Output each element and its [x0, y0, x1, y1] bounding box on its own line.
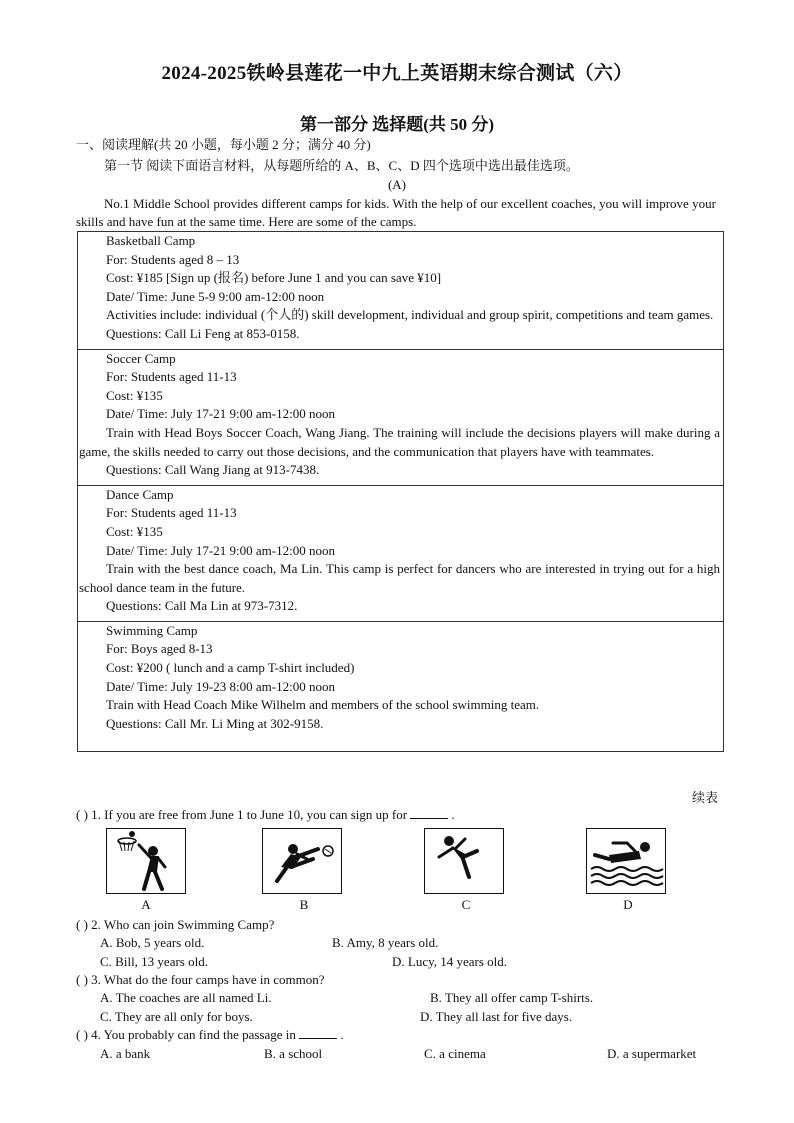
option-d: D. a supermarket — [607, 1046, 697, 1061]
answer-blank — [410, 807, 448, 819]
camp-date: Date/ Time: June 5-9 9:00 am-12:00 noon — [106, 288, 325, 304]
continued-label: 续表 — [691, 790, 718, 805]
camp-questions: Questions: Call Wang Jiang at 913-7438. — [106, 462, 320, 478]
camp-description: Train with the best dance coach, Ma Lin. This camp is perfect for dancers who are interested in trying out for a high school dance team in the future. — [79, 561, 720, 595]
camp-date: Date/ Time: July 19-23 8:00 am-12:00 noon — [106, 678, 335, 694]
camp-cost: Cost: ¥135 — [106, 387, 163, 403]
option-b: B. a school — [264, 1046, 323, 1061]
answer-blank — [299, 1027, 337, 1039]
camp-for: For: Students aged 11-13 — [106, 369, 237, 385]
passage-label: (A) — [387, 177, 407, 192]
swimmer-icon — [586, 828, 666, 894]
soccer-kick-icon — [262, 828, 342, 894]
option-a: A. Bob, 5 years old. — [100, 935, 205, 950]
camp-questions: Questions: Call Mr. Li Ming at 302-9158. — [106, 715, 324, 731]
option-a: A. The coaches are all named Li. — [100, 990, 272, 1005]
question-2: ( ) 2. Who can join Swimming Camp? — [76, 917, 275, 932]
option-d: D. They all last for five days. — [420, 1009, 573, 1024]
camp-name: Basketball Camp — [106, 233, 196, 248]
part-title: 第一部分 选择题(共 50 分) — [299, 115, 495, 134]
question-tail: . — [451, 807, 455, 822]
camp-date: Date/ Time: July 17-21 9:00 am-12:00 noon — [106, 406, 335, 422]
picture-label-d: D — [623, 897, 633, 912]
camp-for: For: Boys aged 8-13 — [106, 641, 213, 657]
camp-for: For: Students aged 11-13 — [106, 505, 237, 521]
section-instruction: 第一节 阅读下面语言材料，从每题所给的 A、B、C、D 四个选项中选出最佳选项。 — [104, 158, 579, 173]
question-stem: ( ) 4. You probably can find the passage in — [76, 1027, 296, 1042]
option-c: C. a cinema — [424, 1046, 486, 1061]
option-c: C. They are all only for boys. — [100, 1009, 253, 1024]
question-tail: . — [340, 1027, 344, 1042]
camp-swimming — [78, 621, 723, 752]
camp-name: Dance Camp — [106, 486, 174, 502]
question-stem: ( ) 1. If you are free from June 1 to June 10, you can sign up for — [76, 807, 408, 822]
question-4 — [76, 1026, 344, 1044]
camp-cost: Cost: ¥200 ( lunch and a camp T-shirt included) — [106, 660, 355, 676]
camp-cost: Cost: ¥135 — [106, 523, 163, 539]
picture-label-b: B — [299, 897, 309, 912]
camps-table — [77, 231, 724, 752]
camp-questions: Questions: Call Ma Lin at 973-7312. — [106, 598, 298, 614]
picture-label-a: A — [141, 897, 151, 912]
option-b: B. They all offer camp T-shirts. — [430, 990, 594, 1005]
camp-date: Date/ Time: July 17-21 9:00 am-12:00 noon — [106, 542, 335, 558]
option-c: C. Bill, 13 years old. — [100, 954, 208, 969]
camp-questions: Questions: Call Li Feng at 853-0158. — [106, 325, 300, 341]
picture-label-c: C — [461, 897, 471, 912]
camp-description: Activities include: individual (个人的) skill development, individual and group spirit, competitions and team games. — [106, 307, 714, 323]
camp-name: Swimming Camp — [106, 622, 198, 638]
basketball-player-icon — [106, 828, 186, 894]
option-a: A. a bank — [100, 1046, 151, 1061]
camp-description: Train with Head Coach Mike Wilhelm and members of the school swimming team. — [106, 697, 540, 713]
page-title: 2024-2025铁岭县莲花一中九上英语期末综合测试（六） — [161, 63, 633, 84]
camp-soccer — [78, 349, 723, 485]
dancer-icon — [424, 828, 504, 894]
camp-dance — [78, 485, 723, 621]
question-1 — [76, 806, 455, 824]
camp-description: Train with Head Boys Soccer Coach, Wang Jiang. The training will include the decisions players will make during a game, the skills needed to carry out those decisions, and the communication that players have with teammates. — [79, 424, 720, 459]
camp-cost: Cost: ¥185 [Sign up (报名) before June 1 and you can save ¥10] — [106, 270, 442, 286]
option-b: B. Amy, 8 years old. — [332, 935, 439, 950]
camp-basketball — [78, 232, 723, 349]
option-d: D. Lucy, 14 years old. — [392, 954, 508, 969]
camp-name: Soccer Camp — [106, 350, 176, 366]
camp-for: For: Students aged 8 – 13 — [106, 251, 240, 267]
question-3: ( ) 3. What do the four camps have in common? — [76, 972, 325, 987]
passage-intro: No.1 Middle School provides different camps for kids. With the help of our excellent coaches, you will improve your skills and have fun at the same time. Here are some of the camps. — [76, 196, 716, 229]
section-heading: 一、阅读理解(共 20 小题，每小题 2 分；满分 40 分) — [76, 137, 371, 152]
